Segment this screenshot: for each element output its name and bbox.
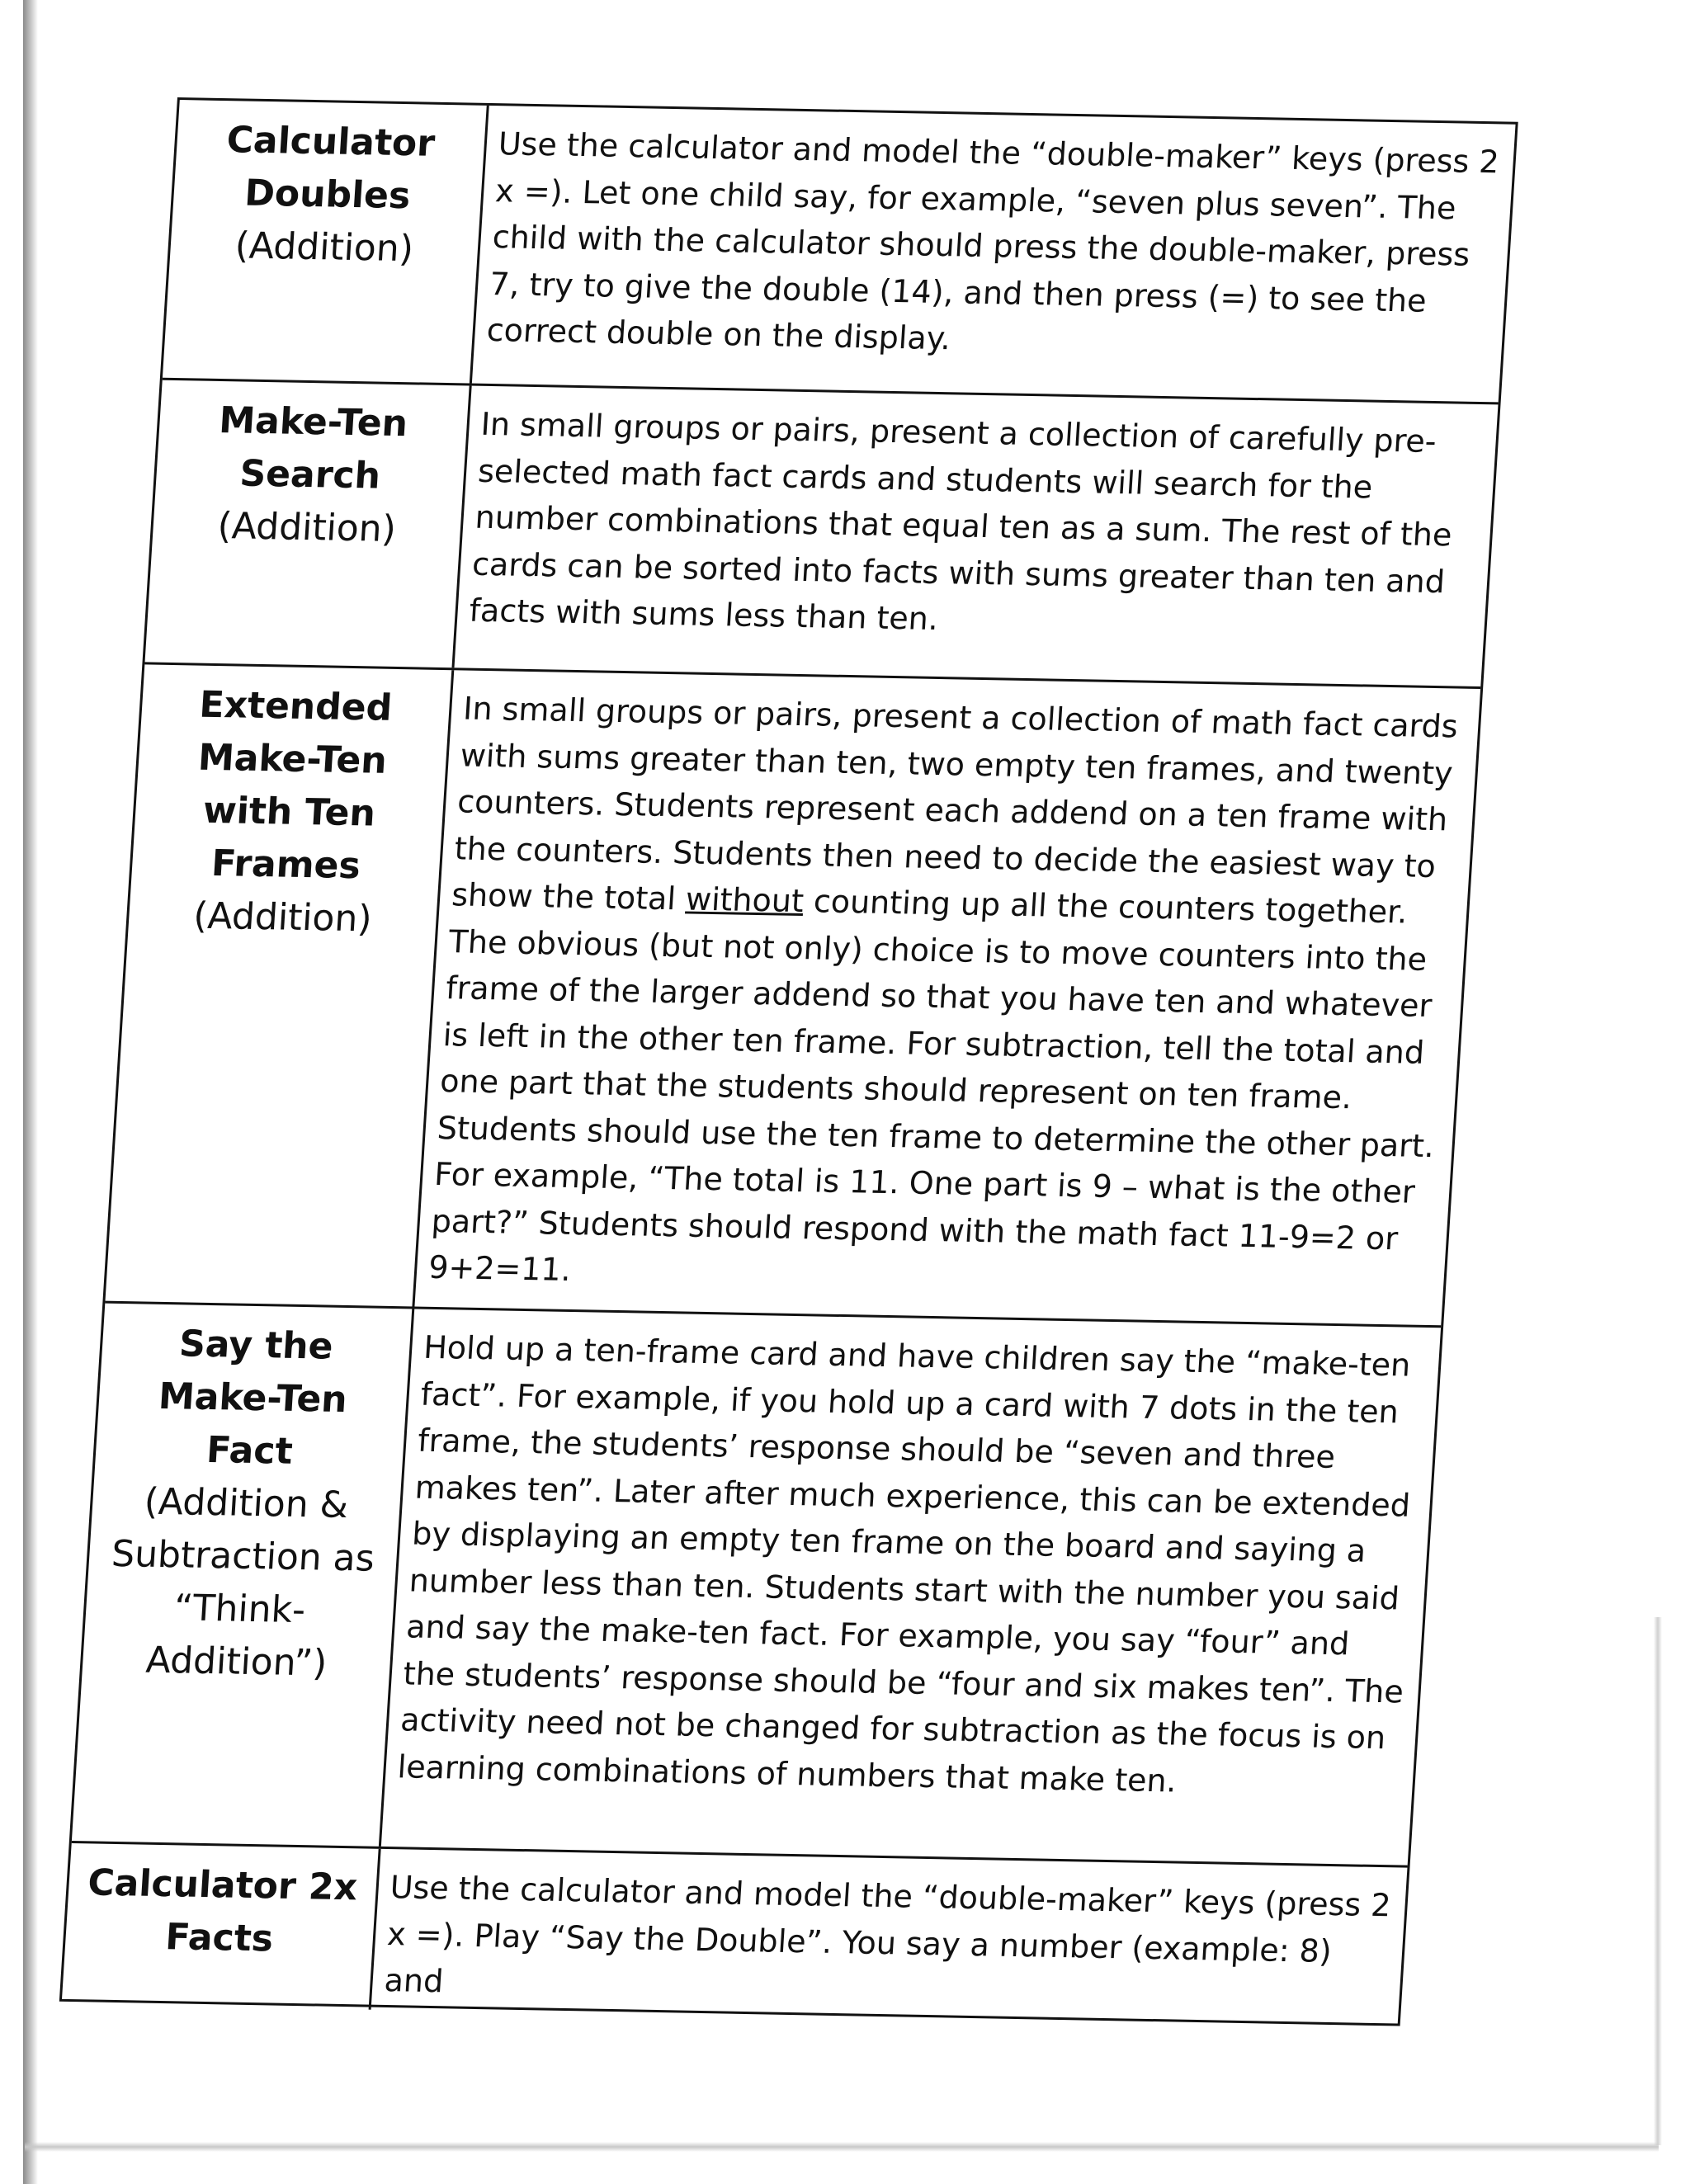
activities-table	[59, 97, 1518, 2026]
activity-category: (Addition & Subtraction as “Think- Addition”)	[110, 1480, 376, 1685]
description-text: In small groups or pairs, present a collection of math fact cards with sums greater than ten, two empty ten frames, and twenty counters. Students represent each addend on a ten frame with the counters. Students then need to decide the easiest way to show the total	[451, 690, 1459, 917]
activity-category: (Addition)	[191, 894, 374, 941]
activity-name-cell	[62, 1843, 381, 2010]
table-row	[72, 1304, 1441, 1868]
activity-description: In small groups or pairs, present a collection of carefully pre-selected math fact cards and students will search for the number combinations that equal ten as a sum. The rest of the cards can be sorted into facts with sums greater than ten and facts with sums less than ten.	[468, 405, 1453, 637]
activity-name-cell	[106, 664, 455, 1306]
activity-name-cell	[145, 380, 472, 668]
table-row	[62, 1843, 1408, 2028]
table-row	[163, 100, 1516, 404]
scan-shadow-bottom	[25, 2142, 1659, 2152]
activity-category: (Addition)	[216, 505, 398, 550]
activity-title: Say the Make-Ten Fact	[157, 1323, 349, 1473]
description-text: counting up all the counters together. The obvious (but not only) choice is to move counters into the frame of the larger addend so that you have ten and whatever is left in the other ten frame. For subtraction, tell the total and one part that the students should represent on ten frame. Students should use the ten frame to determine the other part. For example, “The total is 11. One part is 9 – what is the other part?” Students should respond with the math fact 11-9=2 or 9+2=11.	[427, 883, 1436, 1288]
activity-title: Make-Ten Search	[217, 399, 409, 498]
activity-description: Use the calculator and model the “double-maker” keys (press 2 x =). Play “Say the Double”. You say a number (example: 8) and	[383, 1869, 1392, 2000]
activity-name-cell	[72, 1304, 414, 1847]
activity-title: Extended Make-Ten with Ten Frames	[196, 683, 394, 888]
table-row	[144, 380, 1498, 689]
activity-description	[414, 670, 1480, 1325]
activity-name-cell	[163, 100, 489, 384]
scan-shadow-right	[1654, 1617, 1662, 2145]
table-row	[105, 664, 1480, 1328]
activity-description: Use the calculator and model the “double-maker” keys (press 2 x =). Let one child say, for example, “seven plus seven”. The child with the calculator should press the double-maker, press 7, try to give the double (14), and then press (=) to see the correct double on the display.	[485, 125, 1500, 357]
underlined-word: without	[684, 880, 805, 920]
activity-title: Calculator Doubles	[225, 119, 437, 218]
activity-title: Calculator 2x Facts	[86, 1861, 359, 1960]
activity-category: (Addition)	[234, 224, 415, 271]
activity-description: Hold up a ten-frame card and have children say the “make-ten fact”. For example, if you hold up a card with 7 dots in the ten frame, the students’ response should be “seven and three makes ten”. Later after much experience, this can be extended by displaying an empty ten frame on the board and saying a number less than ten. Students start with the number you said and say the make-ten fact. For example, you say “four” and the students’ response should be “four and six makes ten”. The activity need not be changed for subtraction as the focus is on learning combinations of numbers that make ten.	[396, 1328, 1412, 1800]
scan-shadow-left	[23, 0, 38, 2184]
